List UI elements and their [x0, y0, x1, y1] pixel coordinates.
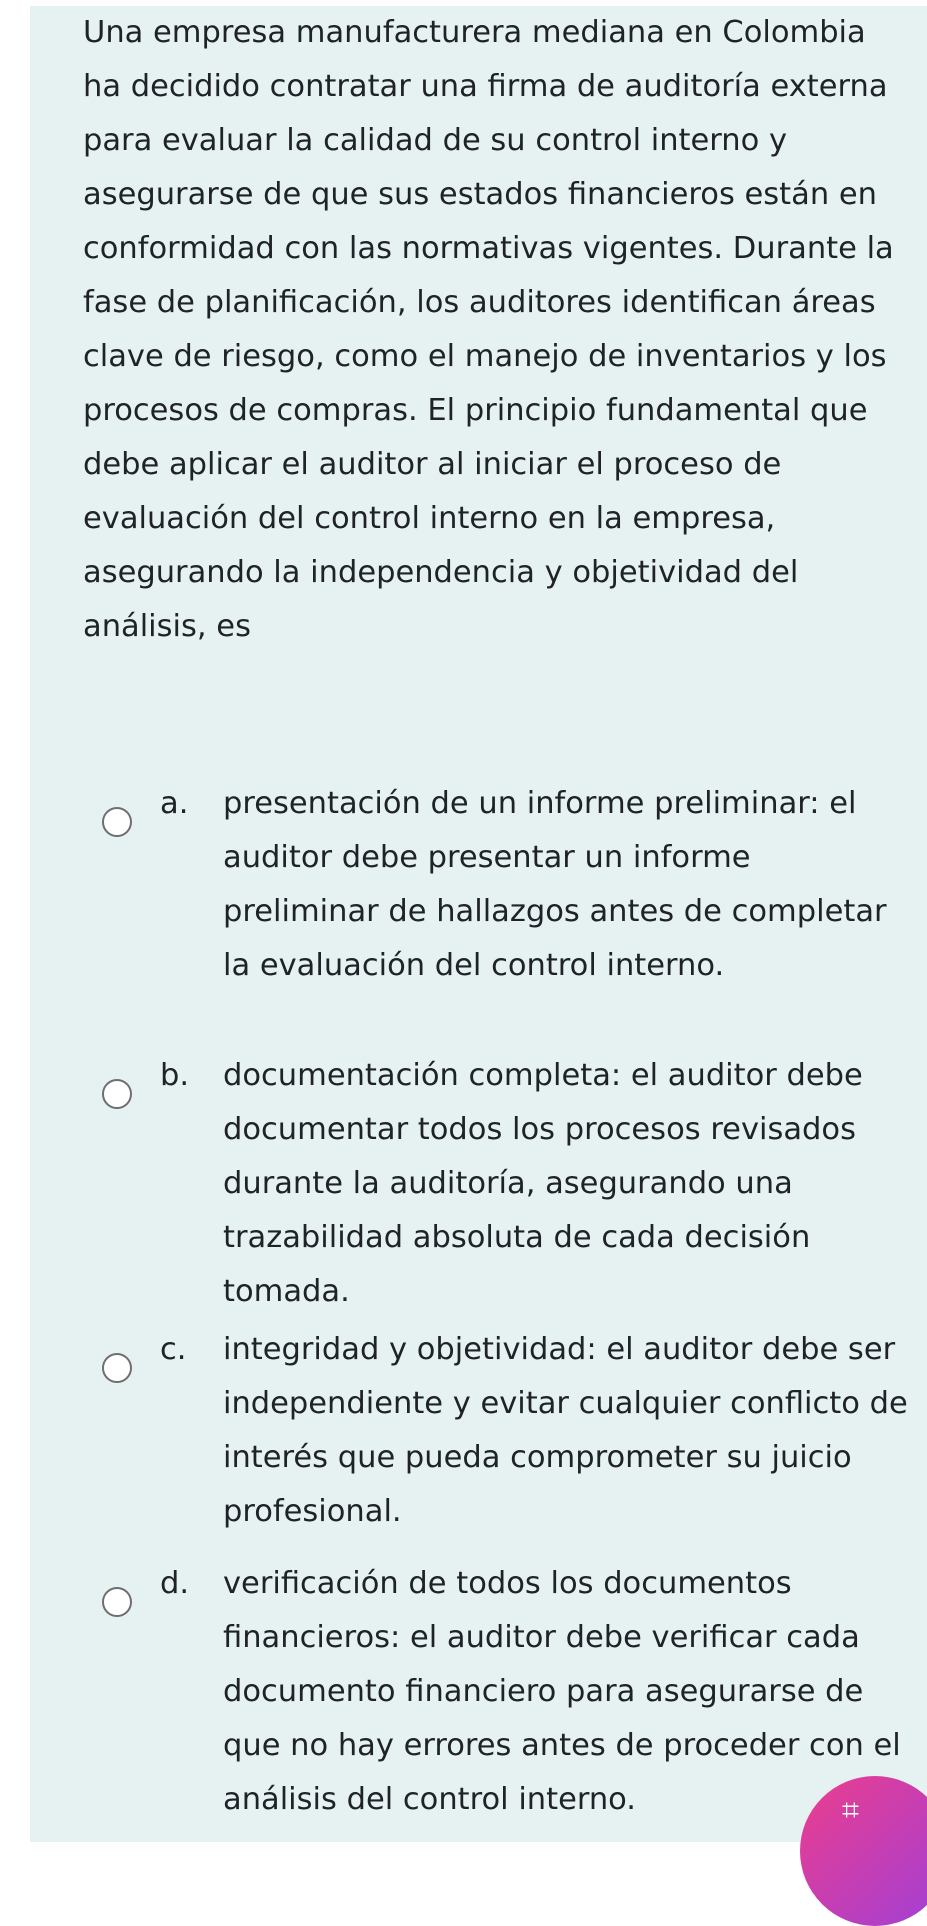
question-text: Una empresa manufacturera mediana en Colombia ha decidido contratar una firma de auditoría externa para evaluar la calidad de su control interno y asegurarse de que sus estados financieros están en conformidad con las normativas vigentes. Durante la fase de planificación, los auditores identifican áreas clave de riesgo, como el manejo de inventarios y los procesos de compras. El principio fundamental que debe aplicar el auditor al iniciar el proceso de evaluación del control interno en la empresa, asegurando la independencia y objetividad del análisis, es — [83, 15, 894, 644]
option-text: integridad y objetividad: el auditor debe ser independiente y evitar cualquier conflicto de interés que pueda comprometer su juicio profesional. — [223, 1332, 908, 1529]
radio-d[interactable] — [102, 1587, 132, 1617]
expand-icon: ⌗ — [842, 1793, 859, 1828]
radio-a[interactable] — [102, 807, 132, 837]
option-text: verificación de todos los documentos financieros: el auditor debe verificar cada documento financiero para asegurarse de que no hay errores antes de proceder con el análisis del control interno. — [223, 1566, 901, 1817]
radio-c[interactable] — [102, 1353, 132, 1383]
option-letter: b. — [160, 1058, 190, 1093]
option-text: presentación de un informe preliminar: el auditor debe presentar un informe preliminar de hallazgos antes de completar la evaluación del control interno. — [223, 786, 887, 983]
option-letter: a. — [160, 786, 189, 821]
option-letter: c. — [160, 1332, 187, 1367]
option-d[interactable] — [102, 1557, 902, 1817]
option-c[interactable] — [102, 1323, 908, 1553]
radio-b[interactable] — [102, 1079, 132, 1109]
option-a[interactable] — [102, 777, 902, 1007]
option-b[interactable] — [102, 1049, 902, 1309]
option-letter: d. — [160, 1566, 190, 1601]
option-text: documentación completa: el auditor debe documentar todos los procesos revisados durante la auditoría, asegurando una trazabilidad absoluta de cada decisión tomada. — [223, 1058, 863, 1309]
